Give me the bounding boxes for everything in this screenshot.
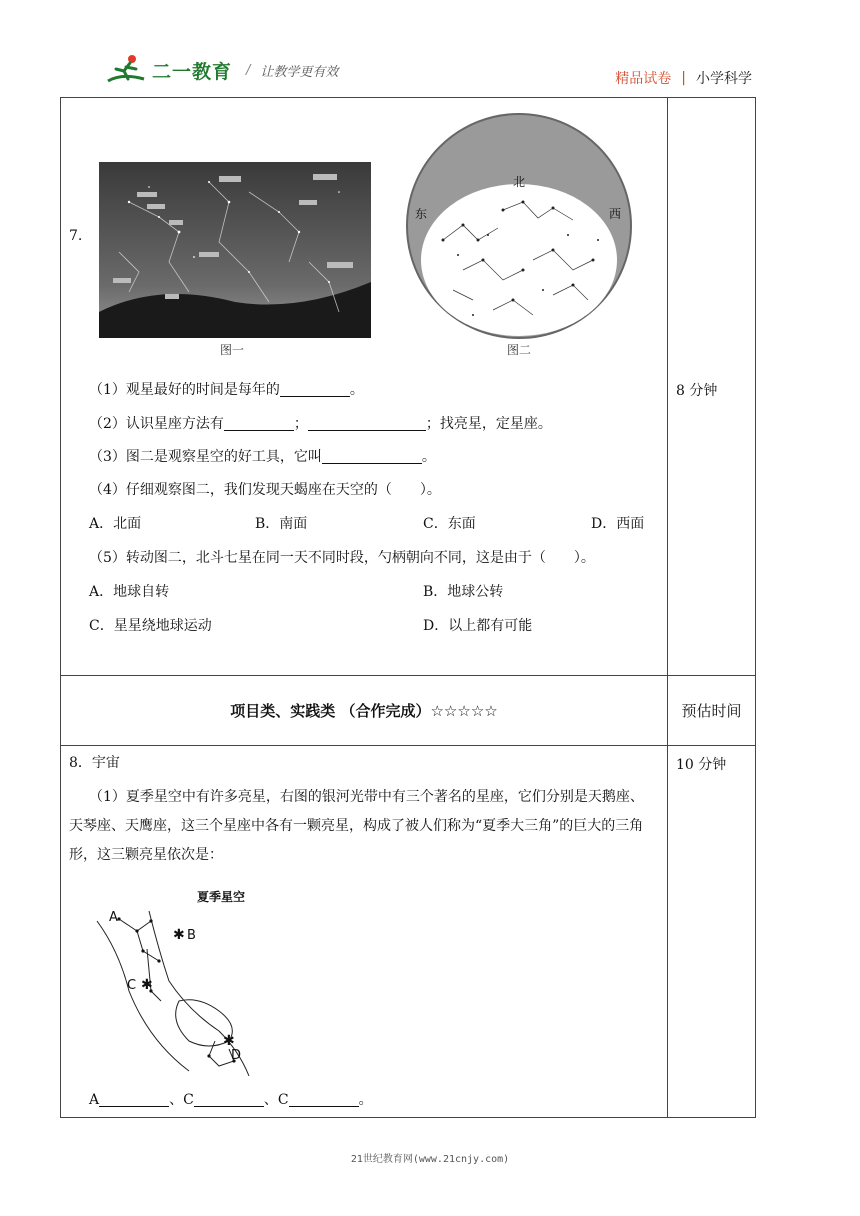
q7-4-option-c[interactable]: C．东面: [423, 516, 476, 532]
q7-item-3-end: 。: [421, 449, 436, 465]
summer-sky-figure: [89, 891, 279, 1081]
q7-5-option-a[interactable]: A．地球自转: [89, 584, 170, 600]
slogan: 让教学更有效: [260, 64, 339, 80]
answer-blank[interactable]: [99, 1092, 169, 1107]
question-8-time-cell: [668, 746, 756, 1118]
header-tag: 精品试卷: [615, 71, 672, 87]
answer-label-a: A: [89, 1092, 100, 1108]
answer-blank[interactable]: [308, 416, 426, 431]
runner-logo-icon: [104, 53, 150, 87]
worksheet-table: [60, 97, 756, 1118]
figure-2-caption: 图二: [507, 343, 532, 357]
q7-4-option-b[interactable]: B．南面: [255, 516, 308, 532]
question-number: 7.: [69, 228, 83, 244]
label-d: D: [231, 1048, 242, 1063]
answer-blank[interactable]: [194, 1092, 264, 1107]
logo-text: 二一教育: [152, 60, 233, 83]
summer-sky-title: 夏季星空: [197, 890, 246, 904]
figure-1-caption: 图一: [220, 343, 245, 357]
star-c-icon: ✱: [141, 977, 153, 993]
page-footer: 21世纪教育网(www.21cnjy.com): [350, 1154, 510, 1165]
q7-item-2-mid: ；: [293, 416, 308, 432]
q7-item-2-text: （2）认识星座方法有: [89, 416, 224, 432]
question-7-time: 8 分钟: [676, 383, 718, 399]
planisphere-figure: [403, 110, 635, 342]
question-7-cell: [61, 98, 668, 676]
north-label: 北: [512, 175, 526, 189]
q7-item-3-text: （3）图二是观察星空的好工具，它叫: [89, 449, 322, 465]
question-8-row: [61, 746, 756, 1118]
q7-item-2: [89, 416, 552, 431]
question-7-row: [61, 98, 756, 676]
q7-item-2-end: ；找亮星，定星座。: [425, 416, 552, 432]
q7-5-option-d[interactable]: D．以上都有可能: [423, 618, 533, 634]
section-header-row: [61, 676, 756, 746]
section-title: 项目类、实践类 （合作完成）☆☆☆☆☆: [61, 676, 668, 746]
q7-4-option-a[interactable]: A．北面: [89, 516, 142, 532]
east-label: 东: [415, 207, 428, 221]
header-subject: 小学科学: [696, 71, 752, 87]
estimated-time-label: 预估时间: [668, 676, 756, 746]
question-8-answer-line: [89, 1092, 373, 1107]
answer-blank[interactable]: [289, 1092, 359, 1107]
header-divider: |: [681, 70, 686, 86]
q7-item-1-text: （1）观星最好的时间是每年的: [89, 382, 280, 398]
page-header: [0, 0, 860, 100]
logo: [104, 52, 338, 88]
q7-4-option-d[interactable]: D．西面: [591, 516, 645, 532]
q7-item-1: [89, 382, 364, 397]
star-b-icon: ✱: [173, 927, 185, 943]
q7-5-option-c[interactable]: C．星星绕地球运动: [89, 618, 212, 634]
header-right: [615, 68, 752, 88]
label-c: C: [127, 978, 137, 993]
star-d-icon: ✱: [223, 1033, 235, 1049]
q7-5-option-b[interactable]: B．地球公转: [423, 584, 504, 600]
west-label: 西: [609, 207, 622, 221]
label-a: A: [109, 910, 118, 925]
answer-end: 。: [358, 1092, 373, 1108]
q7-item-1-end: 。: [349, 382, 364, 398]
answer-blank[interactable]: [322, 449, 422, 464]
question-8-cell: [61, 746, 668, 1118]
question-8-time: 10 分钟: [676, 757, 727, 773]
answer-label-c1: 、C: [169, 1092, 194, 1108]
q7-item-3: [89, 449, 436, 464]
question-7-time-cell: [668, 98, 756, 676]
question-8-paragraph: （1）夏季星空中有许多亮星，右图的银河光带中有三个著名的星座，它们分别是天鹅座、天琴座、天鹰座，这三个星座中各有一颗亮星，构成了被人们称为“夏季大三角”的巨大的三角形，这三颗亮星依次是：: [69, 789, 644, 863]
q7-item-5: （5）转动图二，北斗七星在同一天不同时段，勺柄朝向不同，这是由于（ ）。: [89, 550, 595, 566]
slogan-separator: /: [246, 62, 251, 78]
q7-item-4: （4）仔细观察图二，我们发现天蝎座在天空的（ ）。: [89, 482, 441, 498]
answer-blank[interactable]: [280, 382, 350, 397]
answer-label-c2: 、C: [263, 1092, 289, 1108]
answer-blank[interactable]: [224, 416, 294, 431]
star-photo-figure: [99, 162, 371, 338]
question-8-heading: 8．宇宙: [69, 755, 120, 771]
label-b: B: [187, 928, 196, 943]
